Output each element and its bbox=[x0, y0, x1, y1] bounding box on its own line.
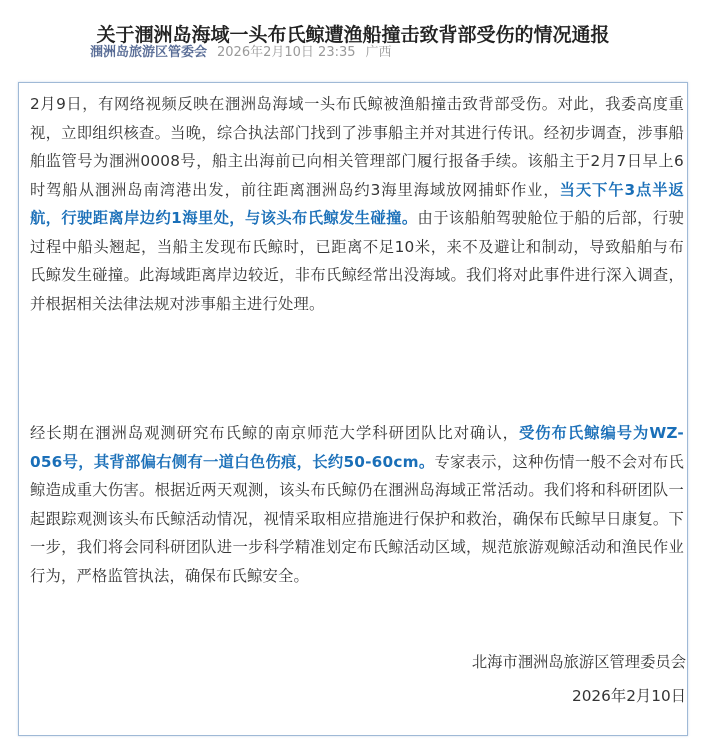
paragraph-2 bbox=[30, 419, 684, 590]
signature-organization: 北海市涠洲岛旅游区管理委员会 bbox=[471, 653, 686, 671]
article-meta bbox=[90, 43, 392, 63]
paragraph-1-text-b: 由于该船舶驾驶舱位于船的后部，行驶过程中船头翘起，当船主发现布氏鲸时，已距离不足10米，来不及避让和制动，导致船舶与布氏鲸发生碰撞。此海域距离岸边较近，非布氏鲸经常出没海域。我们将对此事件进行深入调查，并根据相关法律法规对涉事船主进行处理。 bbox=[30, 209, 684, 313]
paragraph-1-highlight: 当天下午3点半返航，行驶距离岸边约1海里处，与该头布氏鲸发生碰撞。 bbox=[30, 180, 684, 227]
signature-date: 2026年2月10日 bbox=[571, 687, 686, 705]
paragraph-2-highlight: 受伤布氏鲸编号为WZ-056号，其背部偏右侧有一道白色伤痕，长约50-60cm。 bbox=[30, 424, 684, 471]
source-account-link[interactable]: 涠洲岛旅游区管委会 bbox=[90, 45, 208, 60]
paragraph-1-text-a: 2月9日，有网络视频反映在涠洲岛海域一头布氏鲸被渔船撞击致背部受伤。对此，我委高度重视，立即组织核查。当晚，综合执法部门找到了涉事船主并对其进行传讯。经初步调查，涉事船舶监管号为涠洲0008号，船主出海前已向相关管理部门履行报备手续。该船主于2月7日早上6时驾船从涠洲岛南湾港出发，前往距离涠洲岛约3海里海域放网捕虾作业， bbox=[30, 95, 684, 199]
article-title: 关于涠洲岛海域一头布氏鲸遭渔船撞击致背部受伤的情况通报 bbox=[96, 23, 610, 46]
paragraph-2-text-a: 经长期在涠洲岛观测研究布氏鲸的南京师范大学科研团队比对确认， bbox=[30, 424, 519, 442]
paragraph-2-text-b: 专家表示，这种伤情一般不会对布氏鲸造成重大伤害。根据近两天观测，该头布氏鲸仍在涠洲岛海域正常活动。我们将和科研团队一起跟踪观测该头布氏鲸活动情况，视情采取相应措施进行保护和救治，确保布氏鲸早日康复。下一步，我们将会同科研团队进一步科学精准划定布氏鲸活动区域，规范旅游观鲸活动和渔民作业行为，严格监管执法，确保布氏鲸安全。 bbox=[30, 452, 684, 585]
paragraph-1 bbox=[30, 90, 684, 318]
publish-date: 2026年2月10日 23:35 bbox=[217, 45, 356, 60]
publish-region: 广西 bbox=[365, 45, 392, 60]
